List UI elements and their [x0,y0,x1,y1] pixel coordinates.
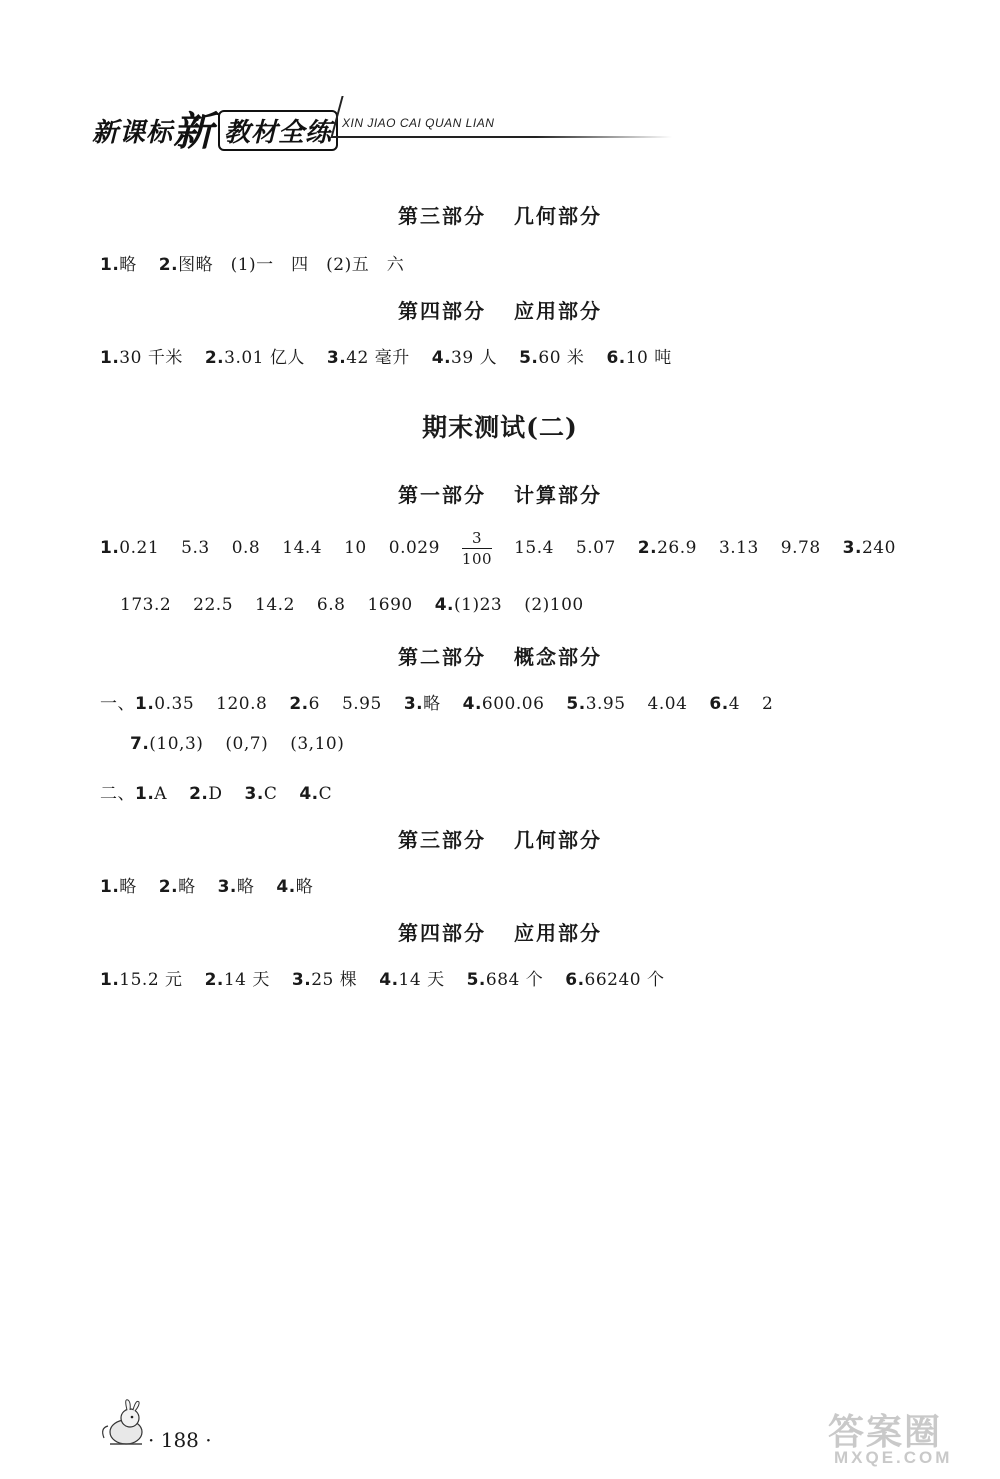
answer-item: 2.6 [289,694,320,714]
answer-item: 3.42 毫升 [326,348,410,368]
answer-item: 2.略 [158,877,196,897]
answer-item: 3.13 [718,538,759,558]
series-logo [92,96,338,153]
answer-item: 4.04 [647,694,688,714]
answer-item: 2.图略 (1)一 四 (2)五 六 [158,255,405,275]
answer-item: 一、1.0.35 [100,694,195,714]
series-pinyin: XIN JIAO CAI QUAN LIAN [342,116,495,130]
answer-item: 2.26.9 [637,538,697,558]
answer-item: 2.14 天 [204,970,270,990]
answer-item: 3.略 [217,877,255,897]
watermark [820,1402,990,1472]
answer-item: 9.78 [780,538,821,558]
answer-item: 6.10 吨 [606,348,672,368]
answer-item: 5.684 个 [466,970,544,990]
logo-text-post: 教材全练 [218,110,338,151]
page-number: · 188 · [148,1428,212,1452]
answer-item: 1.0.21 [100,538,160,558]
section-heading-application-1: 第四部分 应用部分 [398,299,602,323]
answer-item: 二、1.A [100,784,168,804]
answer-line [100,343,694,368]
logo-text-big: 新 [173,108,215,155]
header-rule [332,136,672,138]
section-heading-calculation: 第一部分 计算部分 [398,483,602,507]
answer-item: 4.略 [276,877,314,897]
answer-item: 0.8 [231,538,261,558]
answer-item: 5.3 [181,538,210,558]
section-heading-application-2: 第四部分 应用部分 [398,921,602,945]
answer-item: 4.39 人 [431,348,498,368]
answer-item: 4.C [299,784,333,804]
answer-item: 14.4 [282,538,323,558]
watermark-en: MXQE.COM [834,1448,953,1467]
section-heading-geometry-1: 第三部分 几何部分 [398,204,602,228]
answer-item: 5.60 米 [519,348,585,368]
rabbit-mascot-icon [96,1398,152,1448]
answer-item: 1.略 [100,255,137,275]
answer-item: 5.3.95 [566,694,626,714]
answer-item: 2 [762,694,774,714]
answer-line [100,965,687,990]
answer-item: (0,7) [225,734,269,754]
answer-item: 0.029 [388,538,440,558]
answer-line [100,689,795,714]
answer-item: 10 [344,538,367,558]
answer-item: 22.5 [193,595,234,615]
answer-item: (2)100 [524,595,584,615]
answer-item: 4.(1)23 [434,595,503,615]
answer-item: 1690 [367,595,413,615]
logo-text-pre: 新课标 [92,118,174,148]
answer-item: 5.95 [341,694,382,714]
watermark-cn: 答案圈 [828,1412,943,1453]
answer-item: 6.8 [316,595,346,615]
answer-item: 14.2 [255,595,295,615]
answer-item: 3.略 [403,694,441,714]
answer-item: 120.8 [216,694,268,714]
test-title: 期末测试(二) [422,413,578,442]
answer-item: 15.4 [514,538,554,558]
section-heading-concepts: 第二部分 概念部分 [398,645,602,669]
answer-line [100,872,335,897]
answer-line-calc-1 [100,528,918,568]
answer-item: 1.30 千米 [100,348,183,368]
answer-item: 173.2 [120,595,172,615]
answer-item: 3.25 棵 [291,970,358,990]
answer-line-calc-2 [120,595,606,615]
answer-item: 3.C [244,784,278,804]
answer-item: 4.600.06 [462,694,545,714]
answer-item: 2.3.01 亿人 [204,348,305,368]
answer-item: 1.15.2 元 [100,970,183,990]
answer-item: 7.(10,3) [130,734,204,754]
answer-line [130,734,366,754]
answer-item: 5.07 [575,538,616,558]
answer-line [100,779,354,804]
answer-item: (3,10) [290,734,345,754]
answer-item: 4.14 天 [379,970,445,990]
answer-item: 6.66240 个 [565,970,665,990]
answer-item: 3.240 [842,538,896,558]
answer-item: 2.D [189,784,223,804]
section-heading-geometry-2: 第三部分 几何部分 [398,828,602,852]
answer-item: 1.略 [100,877,137,897]
page-header [92,96,592,155]
fraction: $\frac{3}{100}$ [461,528,493,568]
answer-line [100,250,426,275]
answer-item: 6.4 [709,694,741,714]
